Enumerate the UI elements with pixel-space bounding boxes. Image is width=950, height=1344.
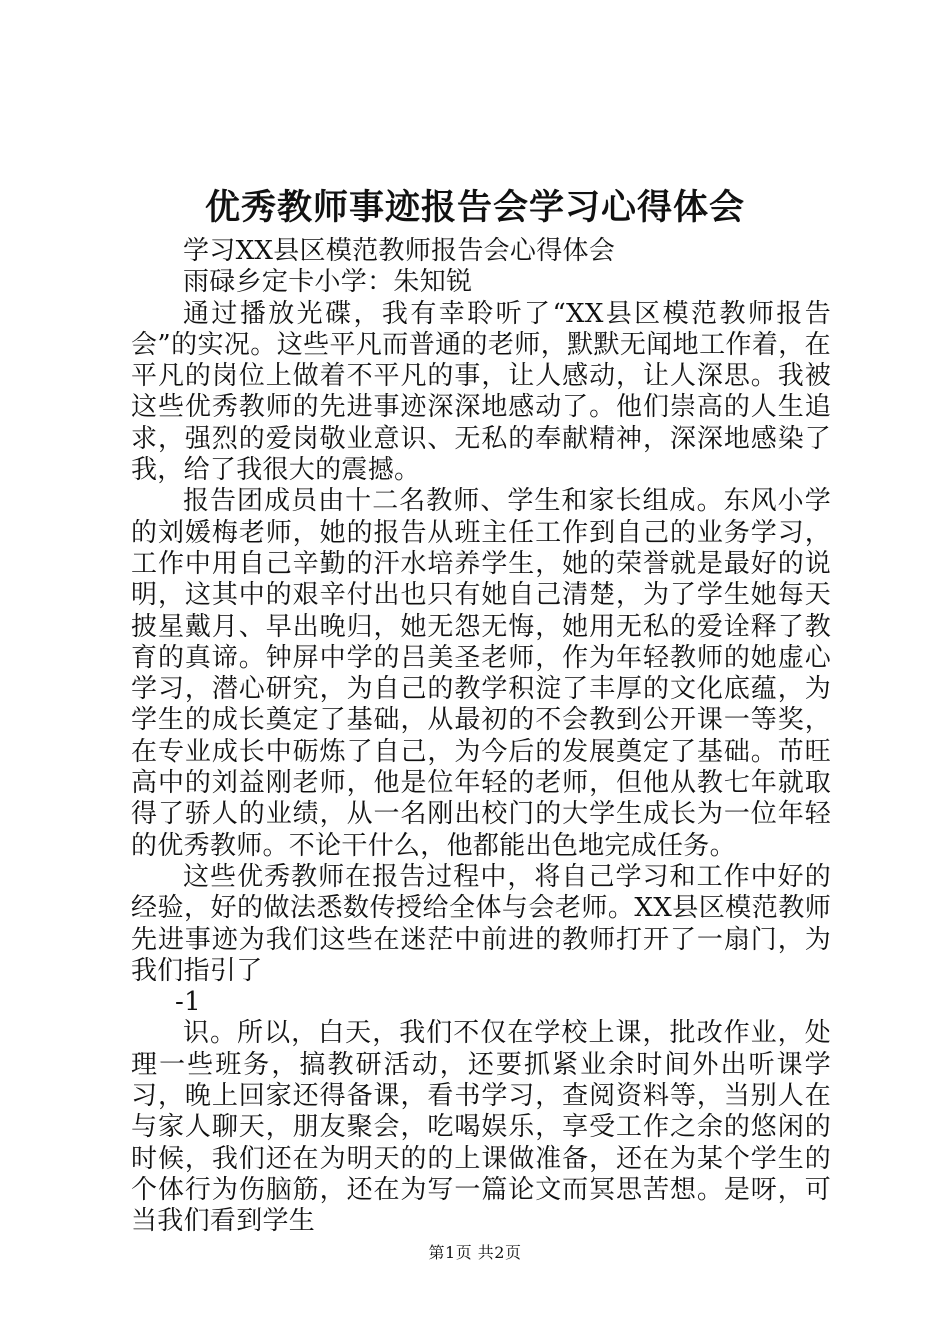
subtitle: 学习XX县区模范教师报告会心得体会 [183,236,616,266]
document-body [131,236,831,1238]
paragraph-2: 报告团成员由十二名教师、学生和家长组成。东风小学的刘媛梅老师，她的报告从班主任工作到自己的业务学习，工作中用自己辛勤的汗水培养学生，她的荣誉就是最好的说明，这其中的艰辛付出也只有她自己清楚，为了学生她每天披星戴月、早出晚归，她无怨无悔，她用无私的爱诠释了教育的真谛。钟屏中学的吕美圣老师，作为年轻教师的她虚心学习，潜心研究，为自己的教学积淀了丰厚的文化底蕴，为学生的成长奠定了基础，从最初的不会教到公开课一等奖，在专业成长中砺炼了自己，为今后的发展奠定了基础。芇旺高中的刘益刚老师，他是位年轻的老师，但他从教七年就取得了骄人的业绩，从一名刚出校门的大学生成长为一位年轻的优秀教师。不论干什么，他都能出色地完成任务。 [131,486,831,861]
author-line: 雨碌乡定卡小学：朱知锐 [183,267,473,298]
paragraph-continuation: 识。所以，白天，我们不仅在学校上课，批改作业，处理一些班务，搞教研活动，还要抓紧业余时间外出听课学习，晚上回家还得备课，看书学习，查阅资料等，当别人在与家人聊天，朋友聚会，吃喝娱乐，享受工作之余的悠闲的时候，我们还在为明天的的上课做准备，还在为某个学生的个体行为伤脑筋，还在为写一篇论文而冥思苦想。是呀，可当我们看到学生 [131,1018,831,1237]
document-title: 优秀教师事迹报告会学习心得体会 [204,187,745,228]
paragraph-1: 通过播放光碟，我有幸聆听了“XX县区模范教师报告会”的实况。这些平凡而普通的老师，默默无闻地工作着，在平凡的岗位上做着不平凡的事，让人感动，让人深思。我被这些优秀教师的先进事迹深深地感动了。他们崇高的人生追求，强烈的爱岗敬业意识、无私的奉献精神，深深地感染了我，给了我很大的震撼。 [131,298,831,486]
paragraph-3: 这些优秀教师在报告过程中，将自己学习和工作中好的经验，好的做法悉数传授给全体与会老师。XX县区模范教师先进事迹为我们这些在迷茫中前进的教师打开了一扇门，为我们指引了 [131,861,831,986]
page-footer: 第1页 共2页 [428,1243,522,1262]
page-marker: -1 [175,987,201,1018]
